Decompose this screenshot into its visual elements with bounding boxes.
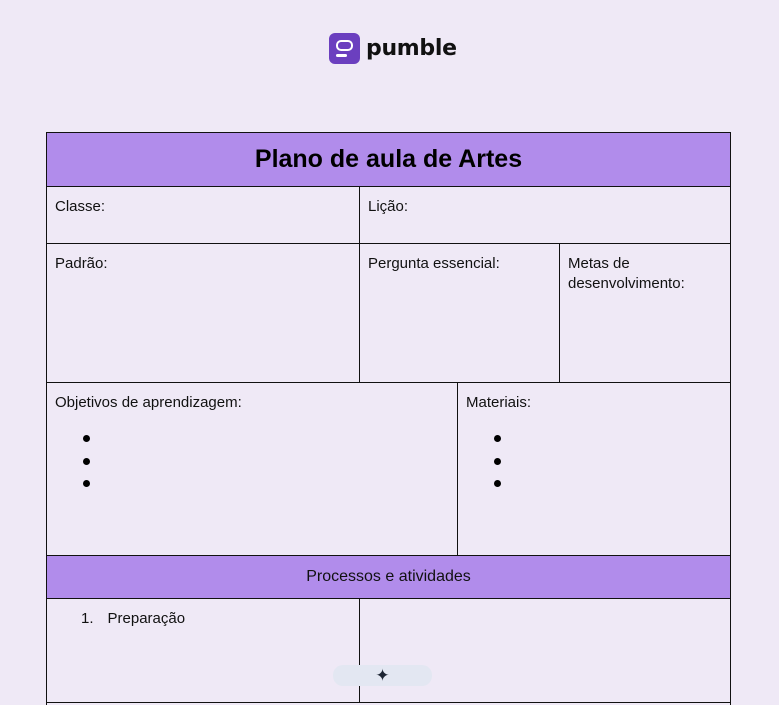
pergunta-cell[interactable] [360, 244, 560, 382]
objetivos-label: Objetivos de aprendizagem: [55, 394, 242, 411]
process-detail-cell[interactable] [360, 599, 730, 702]
class-lesson-row [47, 187, 730, 244]
item-label: Preparação [107, 610, 186, 627]
objetivos-list [55, 429, 449, 497]
numbered-item [55, 609, 351, 629]
process-row [47, 599, 730, 703]
pergunta-label: Pergunta essencial: [368, 255, 500, 272]
standard-row [47, 244, 730, 383]
list-item[interactable] [81, 474, 449, 497]
padrao-label: Padrão: [55, 255, 108, 272]
sparkle-icon: ✦ [375, 666, 390, 685]
materiais-cell[interactable] [458, 383, 730, 555]
classe-label: Classe: [55, 198, 106, 215]
metas-label: Metas de desenvolvimento: [568, 255, 685, 292]
lesson-plan-table [46, 132, 731, 705]
brand-name: pumble [366, 36, 457, 61]
section-title: Processos e atividades [306, 568, 471, 585]
list-item[interactable] [81, 429, 449, 452]
metas-cell[interactable] [560, 244, 730, 382]
list-item[interactable] [492, 429, 722, 452]
objectives-row [47, 383, 730, 556]
title-row [47, 133, 730, 187]
item-number: 1. [81, 610, 94, 627]
list-item[interactable] [492, 474, 722, 497]
licao-label: Lição: [368, 198, 409, 215]
padrao-cell[interactable] [47, 244, 360, 382]
materiais-label: Materiais: [466, 394, 532, 411]
materiais-list [466, 429, 722, 497]
ai-assistant-button[interactable] [333, 665, 432, 686]
section-header-row [47, 556, 730, 599]
pumble-logo-icon [329, 33, 360, 64]
document-title: Plano de aula de Artes [254, 145, 523, 173]
list-item[interactable] [492, 452, 722, 475]
brand-logo[interactable] [329, 33, 457, 64]
objetivos-cell[interactable] [47, 383, 458, 555]
classe-cell[interactable] [47, 187, 360, 243]
process-step-cell[interactable] [47, 599, 360, 702]
licao-cell[interactable] [360, 187, 730, 243]
list-item[interactable] [81, 452, 449, 475]
